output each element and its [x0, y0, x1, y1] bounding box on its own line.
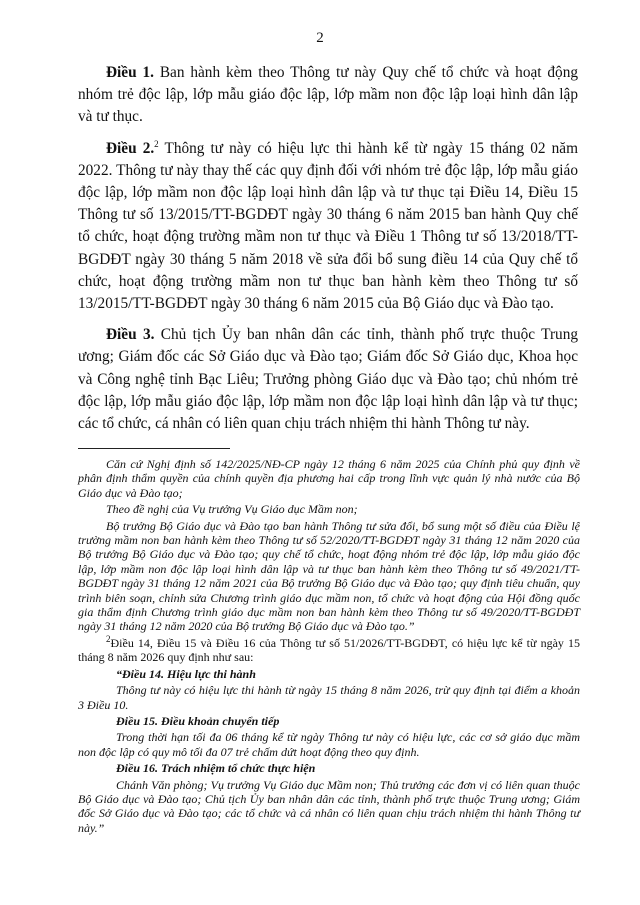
footnote-separator — [78, 448, 230, 449]
article-2-text: Thông tư này có hiệu lực thi hành kể từ ngày 15 tháng 02 năm 2022. Thông tư này thay thế các quy định đối với nhóm trẻ độc lập, lớp mẫu giáo độc lập, lớp mầm non độc lập loại hình dân lập và tư thục tại Điều 14, Điều 15 Thông tư số 13/2015/TT-BGDĐT ngày 30 tháng 6 năm 2015 ban hành Quy chế tổ chức, hoạt động trường mầm non tư thục và Điều 1 Thông tư số 13/2018/TT-BGDĐT ngày 30 tháng 5 năm 2018 về sửa đổi bổ sung điều 14 của Quy chế tổ chức, hoạt động trường mầm non tư thục ban hành kèm theo Thông tư số 13/2015/TT-BGDĐT ngày 30 tháng 6 năm 2015 của Bộ Giáo dục và Đào tạo. — [78, 139, 578, 313]
footnote-2-text: Điều 14, Điều 15 và Điều 16 của Thông tư số 51/2026/TT-BGDĐT, có hiệu lực kể từ ngày 15 tháng 8 năm 2026 quy định như sau: — [78, 635, 580, 665]
page-number: 2 — [316, 30, 324, 46]
footnote-2 — [78, 633, 580, 665]
article-3-text: Chủ tịch Ủy ban nhân dân các tỉnh, thành phố trực thuộc Trung ương; Giám đốc các Sở Giáo dục và Đào tạo; Giám đốc Sở Giáo dục, Khoa học và Công nghệ tỉnh Bạc Liêu; Trưởng phòng Giáo dục và Đào tạo; chủ nhóm trẻ độc lập, lớp mẫu giáo độc lập, lớp mầm non độc lập loại hình dân lập và tư thục; các tổ chức, cá nhân có liên quan chịu trách nhiệm thi hành Thông tư này. — [78, 326, 578, 433]
article-16-text: Chánh Văn phòng; Vụ trưởng Vụ Giáo dục Mầm non; Thủ trưởng các đơn vị có liên quan thuộc Bộ Giáo dục và Đào tạo; Chủ tịch Ủy ban nhân dân các tỉnh, thành phố trực thuộc Trung ương; Giám đốc Sở Giáo dục và Đào tạo; các tổ chức và cá nhân có liên quan chịu trách nhiệm thi hành Thông tư này.” — [78, 777, 580, 835]
article-16-heading: Điều 16. Trách nhiệm tổ chức thực hiện — [116, 761, 316, 776]
article-1-label: Điều 1. — [106, 64, 154, 81]
footnote-2-marker: 2 — [106, 633, 111, 644]
article-1-text: Ban hành kèm theo Thông tư này Quy chế tổ chức và hoạt động nhóm trẻ độc lập, lớp mẫu giáo độc lập, lớp mầm non độc lập loại hình dân lập và tư thục. — [78, 64, 578, 126]
footnote-1-para-1: Căn cứ Nghị định số 142/2025/NĐ-CP ngày 12 tháng 6 năm 2025 của Chính phủ quy định về phân định thẩm quyền của chính quyền địa phương hai cấp trong lĩnh vực quản lý nhà nước của Bộ Giáo dục và Đào tạo; — [78, 457, 580, 500]
article-2-label: Điều 2. — [106, 139, 155, 157]
article-1 — [78, 62, 578, 129]
footnote-1-para-2: Theo đề nghị của Vụ trưởng Vụ Giáo dục Mầm non; — [106, 502, 358, 517]
article-14-heading: “Điều 14. Hiệu lực thi hành — [116, 666, 256, 681]
article-2 — [78, 138, 578, 316]
footnotes — [78, 457, 580, 837]
footnote-1-para-3: Bộ trưởng Bộ Giáo dục và Đào tạo ban hành Thông tư sửa đổi, bổ sung một số điều của Điều lệ trường mầm non ban hành kèm theo Thông tư số 52/2020/TT-BGDĐT ngày 31 tháng 12 năm 2020 của Bộ trưởng Bộ Giáo dục và Đào tạo; quy chế tổ chức, hoạt động nhóm trẻ độc lập, lớp mẫu giáo độc lập, lớp mầm non độc lập loại hình dân lập và tư thục ban hành kèm theo Thông tư số 49/2021/TT-BGDĐT ngày 31 tháng 12 năm 2021 của Bộ trưởng Bộ Giáo dục và Đào tạo; quy định tiêu chuẩn, quy trình biên soạn, chỉnh sửa Chương trình giáo dục mầm non, tổ chức và hoạt động của Hội đồng quốc gia thẩm định Chương trình giáo dục mầm non ban hành kèm theo Thông tư số 49/2020/TT-BGDĐT ngày 31 tháng 12 năm 2020 của Bộ trưởng Bộ Giáo dục và Đào tạo.” — [78, 518, 580, 634]
main-body — [78, 62, 578, 444]
article-15-heading: Điều 15. Điều khoản chuyển tiếp — [116, 713, 280, 728]
article-14-text: Thông tư này có hiệu lực thi hành từ ngày 15 tháng 8 năm 2026, trừ quy định tại điểm a khoản 3 Điều 10. — [78, 683, 580, 712]
article-3-label: Điều 3. — [106, 326, 155, 344]
footnote-ref-2[interactable]: 2 — [154, 138, 159, 149]
article-3 — [78, 324, 578, 435]
article-15-text: Trong thời hạn tối đa 06 tháng kể từ ngày Thông tư này có hiệu lực, các cơ sở giáo dục mầm non độc lập có quy mô tối đa 07 trẻ chấm dứt hoạt động theo quy định. — [78, 730, 580, 759]
